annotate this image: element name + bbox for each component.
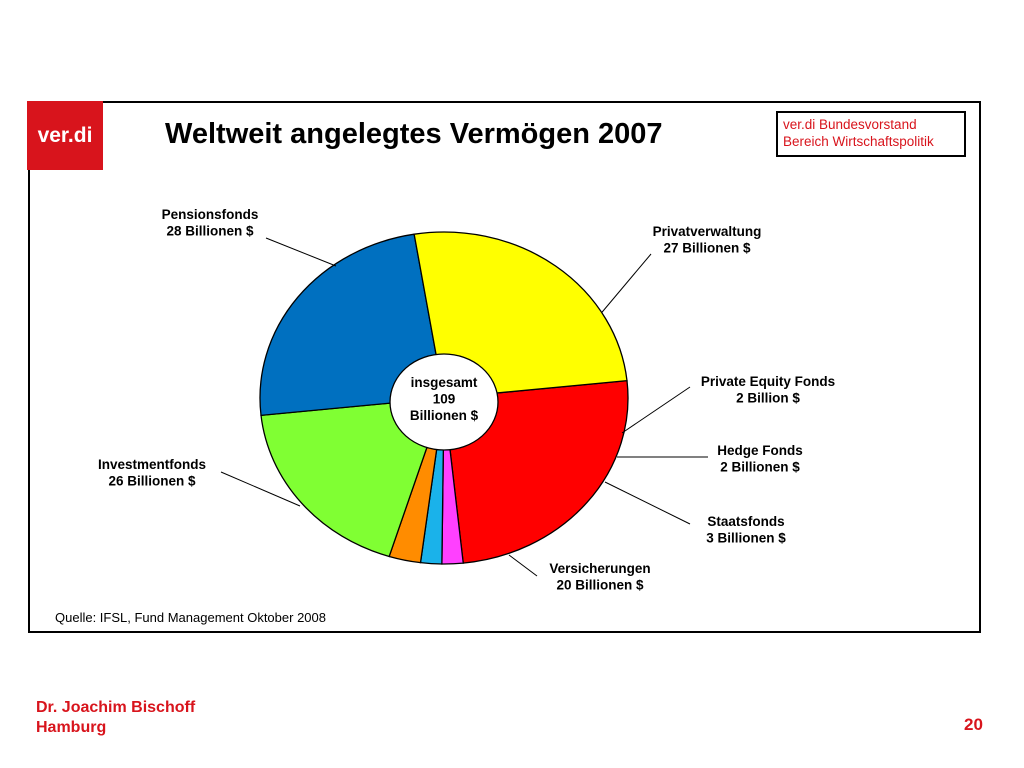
slice-label: Investmentfonds 26 Billionen $ — [97, 457, 207, 489]
center-total-label: insgesamt 109 Billionen $ — [409, 375, 479, 423]
leader-line — [266, 238, 336, 266]
org-line-1: ver.di Bundesvorstand — [783, 117, 917, 132]
slice-label: Privatverwaltung 27 Billionen $ — [652, 224, 762, 256]
footer-author — [36, 698, 195, 738]
leader-line — [605, 482, 690, 524]
leader-line — [622, 387, 690, 433]
author-city: Hamburg — [36, 719, 107, 736]
slice-label: Private Equity Fonds 2 Billion $ — [700, 374, 836, 406]
org-line-2: Bereich Wirtschaftspolitik — [783, 134, 934, 149]
slice-label: Hedge Fonds 2 Billionen $ — [717, 443, 803, 475]
author-name: Dr. Joachim Bischoff — [36, 699, 196, 716]
page-number: 20 — [964, 715, 983, 734]
logo-text: ver.di — [37, 123, 93, 147]
slice-label: Versicherungen 20 Billionen $ — [549, 561, 651, 593]
leader-line — [509, 555, 537, 576]
slice-label: Pensionsfonds 28 Billionen $ — [161, 207, 259, 239]
slice-label: Staatsfonds 3 Billionen $ — [706, 514, 786, 546]
page-title: Weltweit angelegtes Vermögen 2007 — [165, 118, 663, 150]
source-note: Quelle: IFSL, Fund Management Oktober 2008 — [55, 610, 326, 625]
leader-line — [598, 254, 651, 317]
